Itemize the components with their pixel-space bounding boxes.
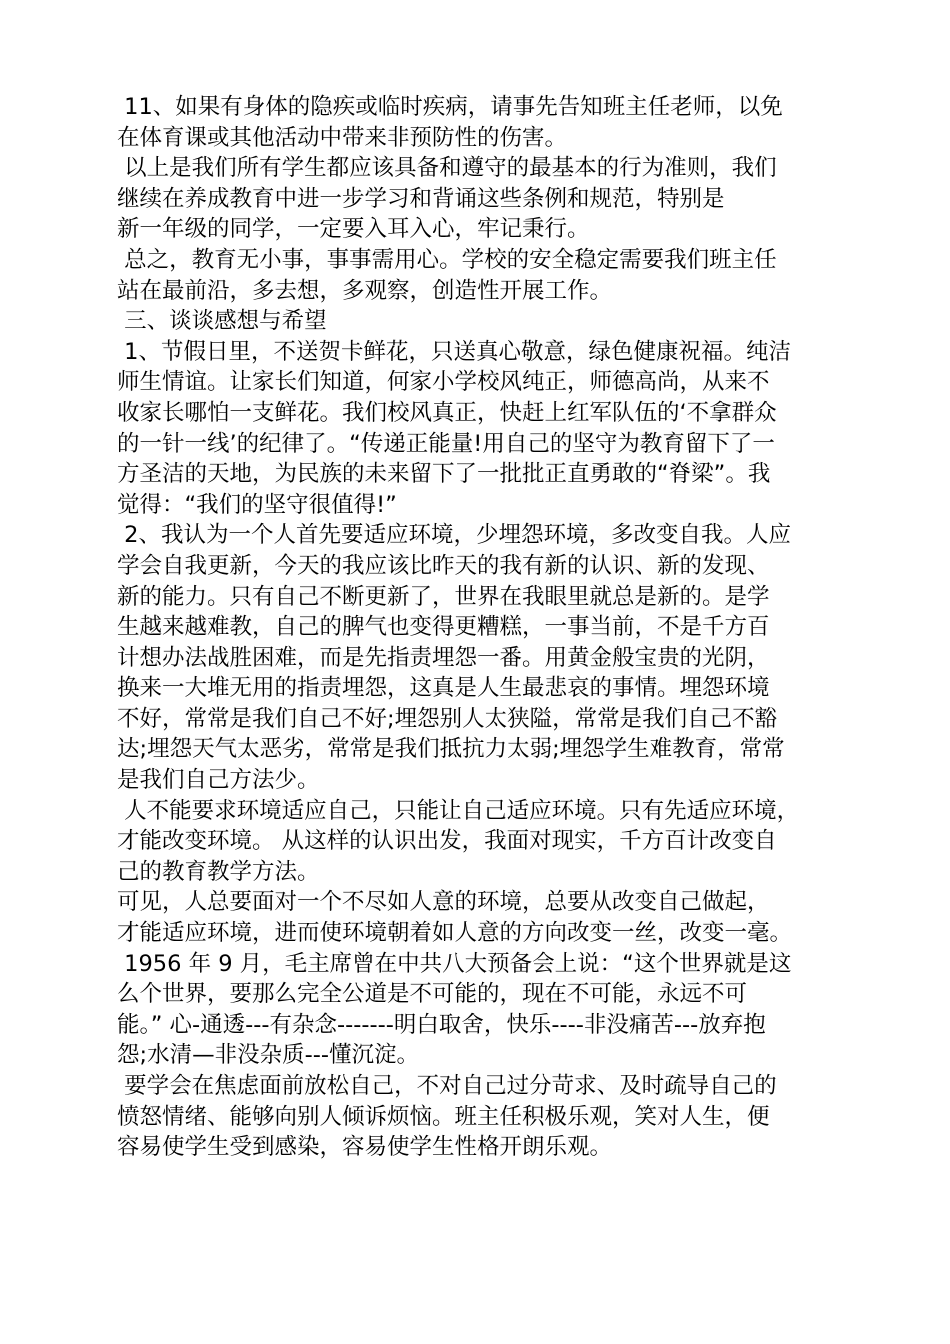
text-line: 新一年级的同学，一定要入耳入心，牢记秉行。 [117,216,590,243]
text-line: 的一针一线’的纪律了。“传递正能量!用自己的坚守为教育留下了一 [117,430,775,457]
text-line: 站在最前沿，多去想，多观察，创造性开展工作。 [117,277,613,304]
text-line: 总之，教育无小事，事事需用心。学校的安全稳定需要我们班主任 [117,246,777,273]
text-line: 人不能要求环境适应自己，只能让自己适应环境。只有先适应环境， [117,797,800,824]
text-line: 11、如果有身体的隐疾或临时疾病，请事先告知班主任老师，以免 [117,94,783,120]
text-line: 达;埋怨天气太恶劣，常常是我们抵抗力太弱;埋怨学生难教育，常常 [117,736,785,763]
text-line: 师生情谊。让家长们知道，何家小学校风纯正，师德高尚，从来不 [117,369,770,396]
text-line: 愤怒情绪、能够向别人倾诉烦恼。班主任积极乐观，笑对人生，便 [117,1103,770,1130]
text-line: 觉得：“我们的坚守很值得!” [117,491,397,518]
text-line: 新的能力。只有自己不断更新了，世界在我眼里就总是新的。是学 [117,583,770,610]
text-line: 么个世界，要那么完全公道是不可能的，现在不可能，永远不可 [117,981,748,1008]
text-line: 不好，常常是我们自己不好;埋怨别人太狭隘，常常是我们自己不豁 [117,705,778,732]
text-line: 2、我认为一个人首先要适应环境，少埋怨环境，多改变自我。人应 [117,522,791,549]
text-line: 己的教育教学方法。 [117,858,320,885]
text-line: 换来一大堆无用的指责埋怨，这真是人生最悲哀的事情。埋怨环境 [117,675,770,702]
text-line: 继续在养成教育中进一步学习和背诵这些条例和规范，特别是 [117,185,725,212]
text-line: 可见，人总要面对一个不尽如人意的环境，总要从改变自己做起， [117,889,770,916]
section-heading: 三、谈谈感想与希望 [117,308,327,335]
text-line: 生越来越难教，自己的脾气也变得更糟糕，一事当前，不是千方百 [117,614,770,641]
text-line: 怨;水清—非没杂质---懂沉淀。 [117,1042,419,1069]
text-line: 收家长哪怕一支鲜花。我们校风真正，快赶上红军队伍的‘不拿群众 [117,399,777,426]
text-line: 1956 年 9 月，毛主席曾在中共八大预备会上说：“这个世界就是这 [117,950,792,977]
document-body [117,92,837,1163]
text-line: 能。” 心-通透---有杂念-------明白取舍，快乐----非没痛苦---放弃抱 [117,1011,766,1038]
text-line: 1、节假日里，不送贺卡鲜花，只送真心敬意，绿色健康祝福。纯洁 [117,338,791,365]
text-line: 要学会在焦虑面前放松自己，不对自己过分苛求、及时疏导自己的 [117,1073,777,1099]
text-line: 才能适应环境，进而使环境朝着如人意的方向改变一丝，改变一毫。 [117,920,793,947]
text-line: 计想办法战胜困难，而是先指责埋怨一番。用黄金般宝贵的光阴， [117,644,770,671]
text-line: 以上是我们所有学生都应该具备和遵守的最基本的行为准则，我们 [117,155,777,182]
text-line: 才能改变环境。 从这样的认识出发，我面对现实，千方百计改变自 [117,828,777,855]
text-line: 在体育课或其他活动中带来非预防性的伤害。 [117,124,568,151]
text-line: 是我们自己方法少。 [117,767,320,794]
text-line: 方圣洁的天地，为民族的未来留下了一批批正直勇敢的“脊梁”。我 [117,461,771,488]
text-line: 容易使学生受到感染，容易使学生性格开朗乐观。 [117,1134,613,1161]
text-line: 学会自我更新，今天的我应该比昨天的我有新的认识、新的发现、 [117,552,770,579]
